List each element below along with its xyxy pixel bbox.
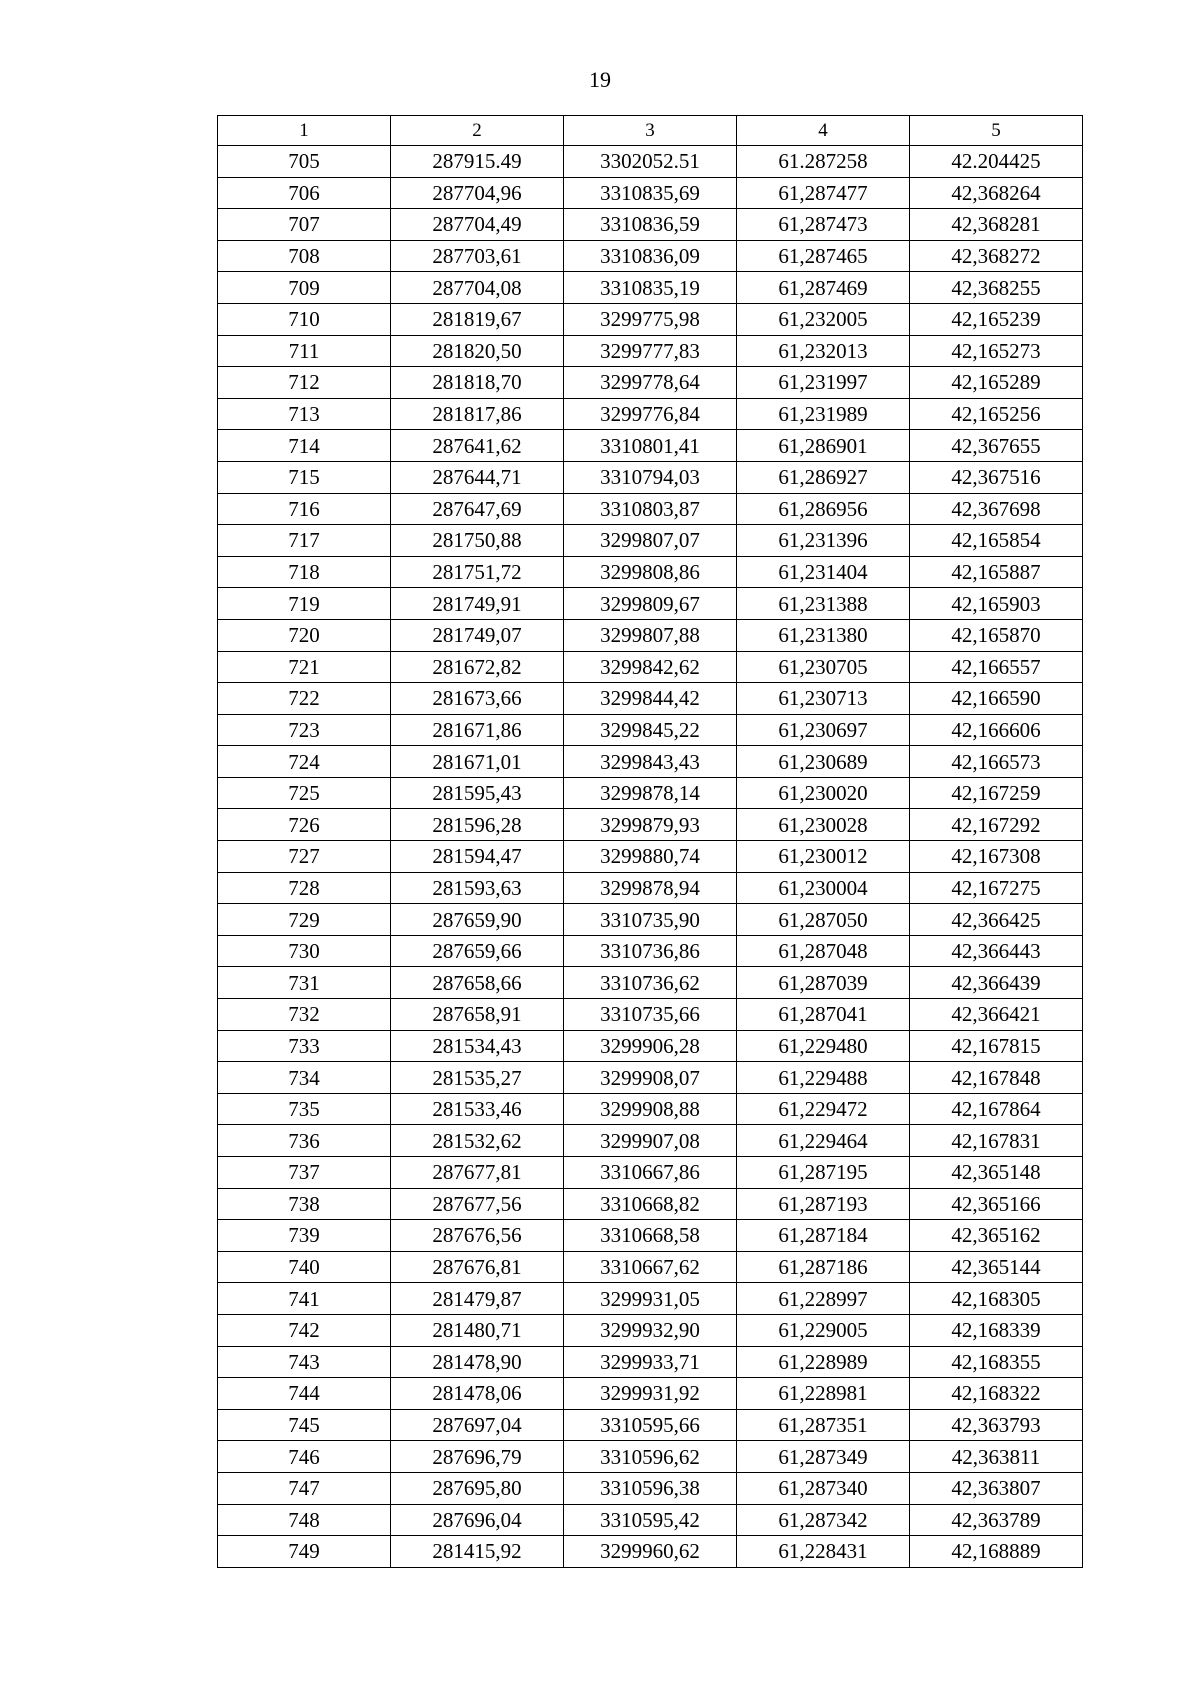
- column-header-1: 1: [218, 116, 391, 146]
- table-cell-col-3: 3310803,87: [564, 493, 737, 525]
- table-cell-col-4: 61.287258: [737, 146, 910, 178]
- table-cell-col-3: 3310736,62: [564, 967, 737, 999]
- table-cell-col-2: 281534,43: [391, 1030, 564, 1062]
- table-cell-col-1: 746: [218, 1441, 391, 1473]
- table-row: [218, 872, 1083, 904]
- table-cell-col-1: 717: [218, 525, 391, 557]
- table-cell-col-4: 61,287473: [737, 209, 910, 241]
- table-row: [218, 1346, 1083, 1378]
- table-cell-col-1: 720: [218, 619, 391, 651]
- table-cell-col-3: 3299879,93: [564, 809, 737, 841]
- table-row: [218, 588, 1083, 620]
- table-cell-col-5: 42,365162: [910, 1220, 1083, 1252]
- table-cell-col-3: 3310735,66: [564, 999, 737, 1031]
- table-cell-col-5: 42,165887: [910, 556, 1083, 588]
- table-cell-col-3: 3299777,83: [564, 335, 737, 367]
- table-cell-col-5: 42.204425: [910, 146, 1083, 178]
- table-cell-col-5: 42,165256: [910, 398, 1083, 430]
- table-cell-col-3: 3310667,62: [564, 1251, 737, 1283]
- table-cell-col-1: 707: [218, 209, 391, 241]
- table-cell-col-3: 3299932,90: [564, 1314, 737, 1346]
- table-cell-col-3: 3310596,62: [564, 1441, 737, 1473]
- table-cell-col-4: 61,229005: [737, 1314, 910, 1346]
- table-row: [218, 556, 1083, 588]
- column-header-5: 5: [910, 116, 1083, 146]
- table-cell-col-3: 3310735,90: [564, 904, 737, 936]
- table-cell-col-1: 727: [218, 841, 391, 873]
- table-cell-col-4: 61,287340: [737, 1472, 910, 1504]
- table-cell-col-5: 42,165854: [910, 525, 1083, 557]
- table-cell-col-4: 61,287351: [737, 1409, 910, 1441]
- table-cell-col-3: 3299844,42: [564, 683, 737, 715]
- table-cell-col-3: 3299776,84: [564, 398, 737, 430]
- table-cell-col-5: 42,367698: [910, 493, 1083, 525]
- table-cell-col-5: 42,167815: [910, 1030, 1083, 1062]
- table-cell-col-1: 745: [218, 1409, 391, 1441]
- column-header-3: 3: [564, 116, 737, 146]
- table-cell-col-3: 3299807,07: [564, 525, 737, 557]
- table-cell-col-5: 42,366439: [910, 967, 1083, 999]
- table-cell-col-2: 281593,63: [391, 872, 564, 904]
- table-cell-col-1: 709: [218, 272, 391, 304]
- table-cell-col-2: 287641,62: [391, 430, 564, 462]
- table-cell-col-1: 716: [218, 493, 391, 525]
- table-cell-col-1: 724: [218, 746, 391, 778]
- table-cell-col-4: 61,229464: [737, 1125, 910, 1157]
- table-cell-col-4: 61,232005: [737, 303, 910, 335]
- table-cell-col-2: 287677,56: [391, 1188, 564, 1220]
- table-cell-col-4: 61,231380: [737, 619, 910, 651]
- table-cell-col-3: 3310595,42: [564, 1504, 737, 1536]
- table-row: [218, 461, 1083, 493]
- table-cell-col-2: 287647,69: [391, 493, 564, 525]
- table-cell-col-2: 281594,47: [391, 841, 564, 873]
- table-row: [218, 303, 1083, 335]
- table-cell-col-5: 42,367655: [910, 430, 1083, 462]
- table-cell-col-3: 3299778,64: [564, 367, 737, 399]
- table-cell-col-2: 287695,80: [391, 1472, 564, 1504]
- table-cell-col-4: 61,287193: [737, 1188, 910, 1220]
- table-cell-col-1: 708: [218, 240, 391, 272]
- table-cell-col-1: 740: [218, 1251, 391, 1283]
- table-cell-col-5: 42,168889: [910, 1536, 1083, 1568]
- table-row: [218, 1093, 1083, 1125]
- table-row: [218, 1504, 1083, 1536]
- table-cell-col-3: 3299933,71: [564, 1346, 737, 1378]
- table-cell-col-2: 281596,28: [391, 809, 564, 841]
- table-body: [218, 146, 1083, 1568]
- table-cell-col-1: 747: [218, 1472, 391, 1504]
- table-cell-col-5: 42,365166: [910, 1188, 1083, 1220]
- table-cell-col-1: 719: [218, 588, 391, 620]
- table-cell-col-3: 3299843,43: [564, 746, 737, 778]
- table-cell-col-5: 42,167848: [910, 1062, 1083, 1094]
- table-cell-col-3: 3299908,88: [564, 1093, 737, 1125]
- table-cell-col-5: 42,363789: [910, 1504, 1083, 1536]
- page-number: 19: [589, 67, 611, 92]
- table-cell-col-4: 61,287186: [737, 1251, 910, 1283]
- table-cell-col-2: 287704,49: [391, 209, 564, 241]
- table-cell-col-2: 287676,81: [391, 1251, 564, 1283]
- table-cell-col-5: 42,367516: [910, 461, 1083, 493]
- table-cell-col-1: 713: [218, 398, 391, 430]
- table-cell-col-1: 736: [218, 1125, 391, 1157]
- table-cell-col-5: 42,366443: [910, 935, 1083, 967]
- table-cell-col-4: 61,231388: [737, 588, 910, 620]
- table-cell-col-3: 3299906,28: [564, 1030, 737, 1062]
- table-cell-col-2: 281671,01: [391, 746, 564, 778]
- table-cell-col-3: 3310794,03: [564, 461, 737, 493]
- table-cell-col-4: 61,287048: [737, 935, 910, 967]
- table-cell-col-1: 706: [218, 177, 391, 209]
- table-cell-col-4: 61,230713: [737, 683, 910, 715]
- table-cell-col-3: 3299931,92: [564, 1378, 737, 1410]
- table-cell-col-1: 743: [218, 1346, 391, 1378]
- table-cell-col-5: 42,167308: [910, 841, 1083, 873]
- table-cell-col-5: 42,165870: [910, 619, 1083, 651]
- table-cell-col-3: 3299775,98: [564, 303, 737, 335]
- table-cell-col-1: 711: [218, 335, 391, 367]
- table-cell-col-2: 281818,70: [391, 367, 564, 399]
- table-cell-col-3: 3310835,19: [564, 272, 737, 304]
- table-cell-col-3: 3310736,86: [564, 935, 737, 967]
- table-cell-col-1: 723: [218, 714, 391, 746]
- table-cell-col-1: 744: [218, 1378, 391, 1410]
- table-cell-col-1: 729: [218, 904, 391, 936]
- table-cell-col-3: 3299842,62: [564, 651, 737, 683]
- table-row: [218, 777, 1083, 809]
- table-cell-col-4: 61,286901: [737, 430, 910, 462]
- table-cell-col-4: 61,231396: [737, 525, 910, 557]
- table-cell-col-5: 42,167259: [910, 777, 1083, 809]
- table-cell-col-3: 3310801,41: [564, 430, 737, 462]
- table-cell-col-1: 730: [218, 935, 391, 967]
- table-cell-col-3: 3310668,58: [564, 1220, 737, 1252]
- table-row: [218, 1378, 1083, 1410]
- table-cell-col-5: 42,165239: [910, 303, 1083, 335]
- table-cell-col-4: 61,287349: [737, 1441, 910, 1473]
- table-cell-col-4: 61,229472: [737, 1093, 910, 1125]
- table-cell-col-2: 281479,87: [391, 1283, 564, 1315]
- table-cell-col-1: 726: [218, 809, 391, 841]
- table-cell-col-4: 61,287039: [737, 967, 910, 999]
- table-cell-col-1: 725: [218, 777, 391, 809]
- table-cell-col-3: 3310596,38: [564, 1472, 737, 1504]
- table-row: [218, 1283, 1083, 1315]
- table-cell-col-5: 42,166557: [910, 651, 1083, 683]
- table-header-row: [218, 116, 1083, 146]
- table-row: [218, 272, 1083, 304]
- table-cell-col-3: 3299907,08: [564, 1125, 737, 1157]
- table-cell-col-2: 287696,04: [391, 1504, 564, 1536]
- table-cell-col-3: 3299845,22: [564, 714, 737, 746]
- table-cell-col-4: 61,230697: [737, 714, 910, 746]
- table-cell-col-1: 748: [218, 1504, 391, 1536]
- table-cell-col-5: 42,168305: [910, 1283, 1083, 1315]
- table-cell-col-3: 3299808,86: [564, 556, 737, 588]
- table-cell-col-2: 281750,88: [391, 525, 564, 557]
- table-cell-col-5: 42,368272: [910, 240, 1083, 272]
- table-cell-col-5: 42,165289: [910, 367, 1083, 399]
- table-row: [218, 335, 1083, 367]
- table-cell-col-2: 281819,67: [391, 303, 564, 335]
- table-cell-col-4: 61,229488: [737, 1062, 910, 1094]
- table-cell-col-5: 42,167864: [910, 1093, 1083, 1125]
- table-cell-col-4: 61,228431: [737, 1536, 910, 1568]
- table-cell-col-2: 281533,46: [391, 1093, 564, 1125]
- table-row: [218, 651, 1083, 683]
- table-cell-col-2: 287659,90: [391, 904, 564, 936]
- table-row: [218, 1157, 1083, 1189]
- column-header-4: 4: [737, 116, 910, 146]
- table-cell-col-4: 61,230705: [737, 651, 910, 683]
- table-cell-col-2: 287696,79: [391, 1441, 564, 1473]
- table-cell-col-3: 3299878,94: [564, 872, 737, 904]
- table-cell-col-2: 287676,56: [391, 1220, 564, 1252]
- table-cell-col-5: 42,363793: [910, 1409, 1083, 1441]
- table-cell-col-3: 3299960,62: [564, 1536, 737, 1568]
- table-cell-col-2: 281817,86: [391, 398, 564, 430]
- table-cell-col-3: 3310836,59: [564, 209, 737, 241]
- table-cell-col-2: 281751,72: [391, 556, 564, 588]
- table-cell-col-5: 42,368255: [910, 272, 1083, 304]
- table-row: [218, 1062, 1083, 1094]
- table-cell-col-4: 61,228989: [737, 1346, 910, 1378]
- table-row: [218, 935, 1083, 967]
- table-row: [218, 714, 1083, 746]
- table-cell-col-2: 287704,96: [391, 177, 564, 209]
- table-cell-col-2: 281820,50: [391, 335, 564, 367]
- table-cell-col-2: 281532,62: [391, 1125, 564, 1157]
- table-cell-col-5: 42,366421: [910, 999, 1083, 1031]
- table-row: [218, 1188, 1083, 1220]
- table-cell-col-4: 61,231404: [737, 556, 910, 588]
- table-cell-col-2: 287658,91: [391, 999, 564, 1031]
- table-cell-col-4: 61,231989: [737, 398, 910, 430]
- table-cell-col-5: 42,363811: [910, 1441, 1083, 1473]
- table-cell-col-3: 3310668,82: [564, 1188, 737, 1220]
- table-cell-col-1: 728: [218, 872, 391, 904]
- table-cell-col-4: 61,287050: [737, 904, 910, 936]
- table-cell-col-1: 739: [218, 1220, 391, 1252]
- table-cell-col-4: 61,232013: [737, 335, 910, 367]
- table-row: [218, 999, 1083, 1031]
- table-row: [218, 1536, 1083, 1568]
- table-cell-col-5: 42,166573: [910, 746, 1083, 778]
- table-cell-col-5: 42,368264: [910, 177, 1083, 209]
- table-cell-col-5: 42,365148: [910, 1157, 1083, 1189]
- table-row: [218, 967, 1083, 999]
- table-cell-col-4: 61,287342: [737, 1504, 910, 1536]
- table-cell-col-4: 61,287041: [737, 999, 910, 1031]
- table-cell-col-5: 42,167275: [910, 872, 1083, 904]
- table-row: [218, 177, 1083, 209]
- table-cell-col-1: 721: [218, 651, 391, 683]
- table-row: [218, 841, 1083, 873]
- column-header-2: 2: [391, 116, 564, 146]
- table-cell-col-2: 281671,86: [391, 714, 564, 746]
- table-cell-col-2: 287658,66: [391, 967, 564, 999]
- table-cell-col-3: 3299908,07: [564, 1062, 737, 1094]
- table-cell-col-4: 61,229480: [737, 1030, 910, 1062]
- table-cell-col-1: 731: [218, 967, 391, 999]
- table-cell-col-2: 281535,27: [391, 1062, 564, 1094]
- table-cell-col-4: 61,230020: [737, 777, 910, 809]
- table-cell-col-4: 61,287465: [737, 240, 910, 272]
- table-row: [218, 1030, 1083, 1062]
- table-cell-col-1: 738: [218, 1188, 391, 1220]
- table-cell-col-1: 741: [218, 1283, 391, 1315]
- table-cell-col-3: 3310835,69: [564, 177, 737, 209]
- table-cell-col-5: 42,366425: [910, 904, 1083, 936]
- table-cell-col-3: 3302052.51: [564, 146, 737, 178]
- table-cell-col-5: 42,166606: [910, 714, 1083, 746]
- table-cell-col-3: 3310836,09: [564, 240, 737, 272]
- table-row: [218, 746, 1083, 778]
- table-cell-col-4: 61,230689: [737, 746, 910, 778]
- table-row: [218, 904, 1083, 936]
- table-cell-col-1: 714: [218, 430, 391, 462]
- table-cell-col-5: 42,368281: [910, 209, 1083, 241]
- table-row: [218, 1441, 1083, 1473]
- table-cell-col-2: 287659,66: [391, 935, 564, 967]
- table-cell-col-5: 42,168355: [910, 1346, 1083, 1378]
- table-cell-col-3: 3299807,88: [564, 619, 737, 651]
- table-cell-col-1: 742: [218, 1314, 391, 1346]
- table-cell-col-1: 749: [218, 1536, 391, 1568]
- table-cell-col-1: 705: [218, 146, 391, 178]
- table-cell-col-2: 281415,92: [391, 1536, 564, 1568]
- table-cell-col-4: 61,230012: [737, 841, 910, 873]
- table-row: [218, 240, 1083, 272]
- table-cell-col-3: 3310667,86: [564, 1157, 737, 1189]
- table-cell-col-1: 715: [218, 461, 391, 493]
- table-cell-col-1: 718: [218, 556, 391, 588]
- table-cell-col-4: 61,230028: [737, 809, 910, 841]
- table-cell-col-5: 42,166590: [910, 683, 1083, 715]
- table-cell-col-2: 287697,04: [391, 1409, 564, 1441]
- table-cell-col-4: 61,228997: [737, 1283, 910, 1315]
- table-cell-col-2: 281480,71: [391, 1314, 564, 1346]
- table-cell-col-4: 61,231997: [737, 367, 910, 399]
- table-cell-col-4: 61,286927: [737, 461, 910, 493]
- table-cell-col-5: 42,167292: [910, 809, 1083, 841]
- table-cell-col-5: 42,165273: [910, 335, 1083, 367]
- table-cell-col-3: 3299931,05: [564, 1283, 737, 1315]
- table-row: [218, 1472, 1083, 1504]
- table-cell-col-5: 42,168339: [910, 1314, 1083, 1346]
- table-cell-col-5: 42,165903: [910, 588, 1083, 620]
- table-row: [218, 146, 1083, 178]
- table-cell-col-4: 61,228981: [737, 1378, 910, 1410]
- table-row: [218, 809, 1083, 841]
- table-cell-col-4: 61,287195: [737, 1157, 910, 1189]
- table-cell-col-4: 61,287469: [737, 272, 910, 304]
- coordinates-table: [217, 115, 1083, 1568]
- table-cell-col-1: 712: [218, 367, 391, 399]
- table-cell-col-1: 710: [218, 303, 391, 335]
- table-cell-col-5: 42,363807: [910, 1472, 1083, 1504]
- table-row: [218, 1314, 1083, 1346]
- table-cell-col-5: 42,167831: [910, 1125, 1083, 1157]
- table-row: [218, 525, 1083, 557]
- table-cell-col-2: 287915.49: [391, 146, 564, 178]
- table-row: [218, 430, 1083, 462]
- table-row: [218, 1220, 1083, 1252]
- table-cell-col-4: 61,287184: [737, 1220, 910, 1252]
- table-cell-col-2: 281478,06: [391, 1378, 564, 1410]
- table-cell-col-2: 281478,90: [391, 1346, 564, 1378]
- table-cell-col-3: 3299809,67: [564, 588, 737, 620]
- table-row: [218, 619, 1083, 651]
- table-cell-col-4: 61,286956: [737, 493, 910, 525]
- table-cell-col-5: 42,365144: [910, 1251, 1083, 1283]
- table-row: [218, 1125, 1083, 1157]
- table-cell-col-2: 281672,82: [391, 651, 564, 683]
- table-cell-col-4: 61,287477: [737, 177, 910, 209]
- table-cell-col-4: 61,230004: [737, 872, 910, 904]
- table-row: [218, 367, 1083, 399]
- table-cell-col-2: 281673,66: [391, 683, 564, 715]
- table-cell-col-1: 737: [218, 1157, 391, 1189]
- table-cell-col-1: 722: [218, 683, 391, 715]
- table-cell-col-1: 734: [218, 1062, 391, 1094]
- table-row: [218, 683, 1083, 715]
- table-cell-col-2: 287644,71: [391, 461, 564, 493]
- table-cell-col-1: 733: [218, 1030, 391, 1062]
- table-row: [218, 398, 1083, 430]
- table-cell-col-2: 281749,91: [391, 588, 564, 620]
- table-cell-col-3: 3299878,14: [564, 777, 737, 809]
- table-cell-col-2: 287704,08: [391, 272, 564, 304]
- table-row: [218, 1409, 1083, 1441]
- table-row: [218, 209, 1083, 241]
- table-cell-col-3: 3299880,74: [564, 841, 737, 873]
- table-cell-col-1: 732: [218, 999, 391, 1031]
- table-row: [218, 1251, 1083, 1283]
- table-cell-col-3: 3310595,66: [564, 1409, 737, 1441]
- table-cell-col-2: 287677,81: [391, 1157, 564, 1189]
- table-cell-col-5: 42,168322: [910, 1378, 1083, 1410]
- table-row: [218, 493, 1083, 525]
- table-cell-col-2: 287703,61: [391, 240, 564, 272]
- table-cell-col-2: 281595,43: [391, 777, 564, 809]
- table-cell-col-1: 735: [218, 1093, 391, 1125]
- table-cell-col-2: 281749,07: [391, 619, 564, 651]
